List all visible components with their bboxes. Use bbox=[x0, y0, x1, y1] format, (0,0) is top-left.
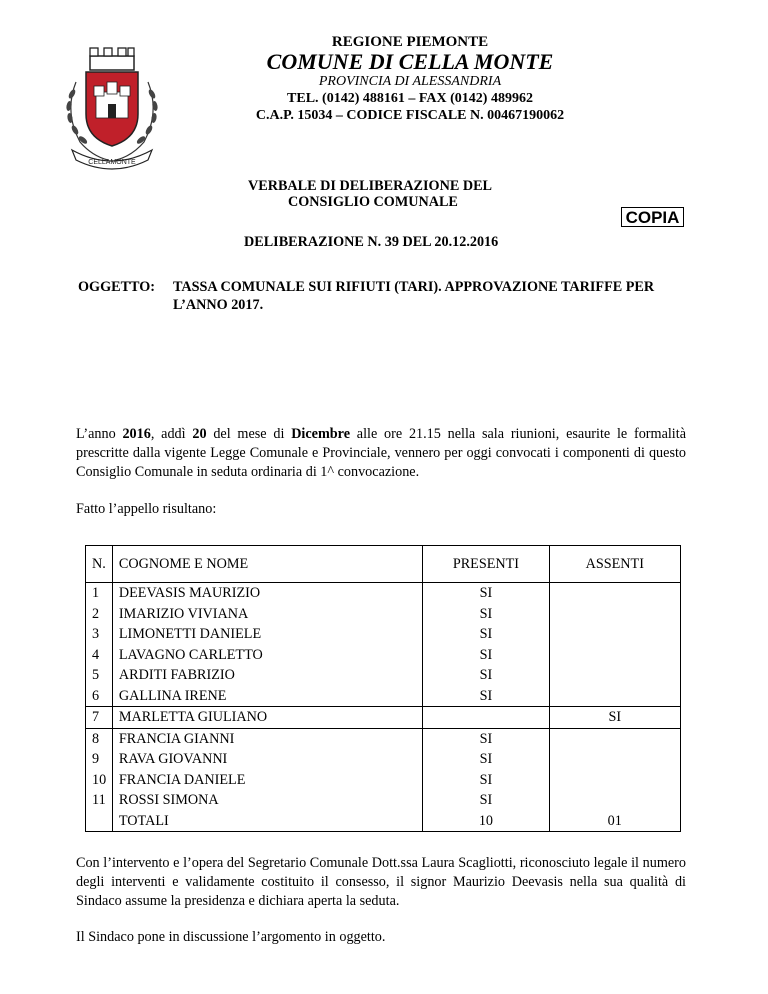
closing-paragraph: Con l’intervento e l’opera del Segretario Comunale Dott.ssa Laura Scagliotti, riconosciuto legale il numero degli interventi e validamente costituito il consesso, il signor Maurizio Deevasis nella sua qualità di Sindaco assume la presidenza e dichiara aperta la seduta. bbox=[76, 855, 686, 909]
row-assenti: SI bbox=[549, 707, 680, 729]
row-number: 10 bbox=[86, 770, 113, 791]
contacts-line: TEL. (0142) 488161 – FAX (0142) 489962 bbox=[287, 91, 533, 106]
row-number: 5 bbox=[86, 665, 113, 686]
intro-text-3: del mese di bbox=[206, 426, 292, 442]
deliberation-number: DELIBERAZIONE N. 39 DEL 20.12.2016 bbox=[244, 234, 499, 250]
intro-month: Dicembre bbox=[291, 426, 351, 442]
oggetto-label: OGGETTO: bbox=[78, 279, 155, 295]
row-number: 1 bbox=[86, 583, 113, 604]
row-presenti: SI bbox=[423, 790, 549, 811]
row-number: 3 bbox=[86, 624, 113, 645]
comune-title: COMUNE DI CELLA MONTE bbox=[266, 49, 554, 74]
totals-number bbox=[86, 811, 113, 832]
region-heading: REGIONE PIEMONTE bbox=[331, 34, 489, 50]
row-assenti bbox=[549, 583, 680, 604]
copia-stamp: COPIA bbox=[621, 207, 684, 227]
row-name: RAVA GIOVANNI bbox=[112, 749, 422, 770]
table-row bbox=[86, 665, 681, 686]
row-assenti bbox=[549, 686, 680, 707]
row-presenti: SI bbox=[423, 645, 549, 666]
row-assenti bbox=[549, 749, 680, 770]
table-row bbox=[86, 645, 681, 666]
cap-fiscal-line: C.A.P. 15034 – CODICE FISCALE N. 00467190062 bbox=[255, 108, 565, 123]
row-number: 8 bbox=[86, 728, 113, 749]
row-presenti: SI bbox=[423, 665, 549, 686]
row-assenti bbox=[549, 728, 680, 749]
row-presenti bbox=[423, 707, 549, 729]
row-name: DEEVASIS MAURIZIO bbox=[112, 583, 422, 604]
crest-ribbon-label: CELLAMONTE bbox=[88, 159, 136, 166]
totals-row bbox=[86, 811, 681, 832]
row-number: 11 bbox=[86, 790, 113, 811]
intro-paragraph bbox=[76, 425, 686, 482]
row-presenti: SI bbox=[423, 749, 549, 770]
row-name: MARLETTA GIULIANO bbox=[112, 707, 422, 729]
header-n: N. bbox=[86, 546, 113, 583]
row-number: 6 bbox=[86, 686, 113, 707]
final-sentence: Il Sindaco pone in discussione l’argomento in oggetto. bbox=[76, 929, 386, 945]
header-presenti: PRESENTI bbox=[423, 546, 549, 583]
oggetto-line1: TASSA COMUNALE SUI RIFIUTI (TARI). APPROVAZIONE TARIFFE PER bbox=[173, 279, 655, 295]
intro-text-4: alle ore 21.15 nella sala riunioni, esaurite le formalità prescritte dalla vigente Legge Comunale e Provinciale, vennero per oggi convocati i componenti di questo Consiglio Comunale in seduta ordinaria di 1^ convocazione. bbox=[76, 426, 686, 480]
header-assenti: ASSENTI bbox=[549, 546, 680, 583]
table-row bbox=[86, 624, 681, 645]
table-row bbox=[86, 790, 681, 811]
row-assenti bbox=[549, 604, 680, 625]
row-assenti bbox=[549, 665, 680, 686]
attendance-table bbox=[85, 545, 681, 832]
row-name: LIMONETTI DANIELE bbox=[112, 624, 422, 645]
row-assenti bbox=[549, 645, 680, 666]
table-row bbox=[86, 583, 681, 604]
row-presenti: SI bbox=[423, 728, 549, 749]
row-name: FRANCIA GIANNI bbox=[112, 728, 422, 749]
row-presenti: SI bbox=[423, 770, 549, 791]
row-presenti: SI bbox=[423, 604, 549, 625]
row-number: 4 bbox=[86, 645, 113, 666]
document-title-line1: VERBALE DI DELIBERAZIONE DEL bbox=[248, 178, 493, 194]
row-name: ARDITI FABRIZIO bbox=[112, 665, 422, 686]
totals-assenti: 01 bbox=[549, 811, 680, 832]
table-row bbox=[86, 770, 681, 791]
row-name: ROSSI SIMONA bbox=[112, 790, 422, 811]
header-name: COGNOME E NOME bbox=[112, 546, 422, 583]
row-assenti bbox=[549, 790, 680, 811]
row-assenti bbox=[549, 624, 680, 645]
intro-year: 2016 bbox=[122, 426, 151, 442]
row-presenti: SI bbox=[423, 624, 549, 645]
oggetto-line2: L’ANNO 2017. bbox=[173, 297, 264, 313]
row-presenti: SI bbox=[423, 583, 549, 604]
row-assenti bbox=[549, 770, 680, 791]
intro-text-1: L’anno bbox=[76, 426, 123, 442]
row-number: 7 bbox=[86, 707, 113, 729]
row-name: FRANCIA DANIELE bbox=[112, 770, 422, 791]
table-row bbox=[86, 604, 681, 625]
intro-text-2: , addì bbox=[150, 426, 193, 442]
row-name: GALLINA IRENE bbox=[112, 686, 422, 707]
table-row bbox=[86, 728, 681, 749]
table-row bbox=[86, 707, 681, 729]
appello-line: Fatto l’appello risultano: bbox=[76, 501, 217, 517]
provincia-subtitle: PROVINCIA DI ALESSANDRIA bbox=[318, 74, 502, 89]
document-title-line2: CONSIGLIO COMUNALE bbox=[288, 194, 458, 210]
row-number: 2 bbox=[86, 604, 113, 625]
comune-crest-emblem bbox=[58, 42, 166, 170]
intro-day: 20 bbox=[192, 426, 207, 442]
row-number: 9 bbox=[86, 749, 113, 770]
table-row bbox=[86, 749, 681, 770]
row-name: IMARIZIO VIVIANA bbox=[112, 604, 422, 625]
table-header-row bbox=[86, 546, 681, 583]
totals-presenti: 10 bbox=[423, 811, 549, 832]
row-name: LAVAGNO CARLETTO bbox=[112, 645, 422, 666]
totals-label: TOTALI bbox=[112, 811, 422, 832]
row-presenti: SI bbox=[423, 686, 549, 707]
table-row bbox=[86, 686, 681, 707]
